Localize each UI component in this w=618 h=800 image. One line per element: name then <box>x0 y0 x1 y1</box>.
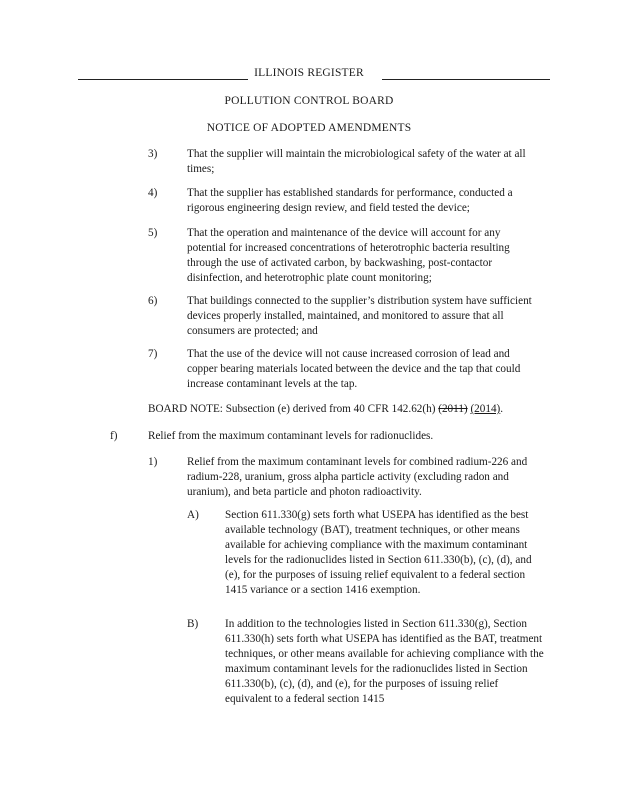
subsection-b-number: B) <box>187 618 199 630</box>
header-rule-right <box>382 79 550 80</box>
subsection-a-text: Section 611.330(g) sets forth what USEPA has identified as the best available technology (BAT), treatment techniques, or other means available for achieving compliance with the maximum contaminant levels for the radionuclides listed in Section 611.330(b), (c), (d), and (e), for the purposes of issuing relief equivalent to a federal section 1415 variance or a section 1416 exemption. <box>225 509 532 596</box>
board-title: POLLUTION CONTROL BOARD <box>224 95 394 107</box>
section-f-number: f) <box>110 430 118 442</box>
item-3-number: 3) <box>148 148 158 160</box>
register-title: ILLINOIS REGISTER <box>254 67 364 79</box>
subsection-b-text: In addition to the technologies listed in Section 611.330(g), Section 611.330(h) sets forth what USEPA has identified as the BAT, treatment techniques, or other means available for achieving compliance with the maximum contaminant levels for the radionuclides listed in Section 611.330(b), (c), (d), and (e), for the purposes of issuing relief equivalent to a federal section 1415 <box>225 618 544 705</box>
section-f-text: Relief from the maximum contaminant levels for radionuclides. <box>148 430 434 442</box>
item-6-text: That buildings connected to the supplier’s distribution system have sufficient devices properly installed, maintained, and monitored to assure that all consumers are protected; and <box>187 295 532 337</box>
board-note-added-year: (2014) <box>470 403 501 415</box>
board-note-text: BOARD NOTE: Subsection (e) derived from 40 CFR 142.62(h) <box>148 403 439 415</box>
notice-title: NOTICE OF ADOPTED AMENDMENTS <box>206 122 412 134</box>
subsection-a-number: A) <box>187 509 199 521</box>
board-note-period: . <box>500 403 504 415</box>
item-4-number: 4) <box>148 187 158 199</box>
item-5-number: 5) <box>148 227 158 239</box>
header-rule-left <box>78 79 248 80</box>
item-7-number: 7) <box>148 348 158 360</box>
item-3-text: That the supplier will maintain the microbiological safety of the water at all times; <box>187 148 526 175</box>
board-note-deleted-year: (2011) <box>438 403 468 415</box>
board-note <box>148 402 548 417</box>
item-6-number: 6) <box>148 295 158 307</box>
item-4-text: That the supplier has established standards for performance, conducted a rigorous engineering design review, and field tested the device; <box>187 187 513 214</box>
subsection-1-number: 1) <box>148 456 158 468</box>
item-5-text: That the operation and maintenance of the device will account for any potential for increased concentrations of heterotrophic bacteria resulting through the use of activated carbon, by backwashing, post-contactor disinfection, and heterotrophic plate count monitoring; <box>187 227 510 284</box>
subsection-1-text: Relief from the maximum contaminant levels for combined radium-226 and radium-228, uranium, gross alpha particle activity (excluding radon and uranium), and beta particle and photon radioactivity. <box>187 456 528 498</box>
item-7-text: That the use of the device will not cause increased corrosion of lead and copper bearing materials located between the device and the tap that could increase contaminant levels at the tap. <box>187 348 521 390</box>
